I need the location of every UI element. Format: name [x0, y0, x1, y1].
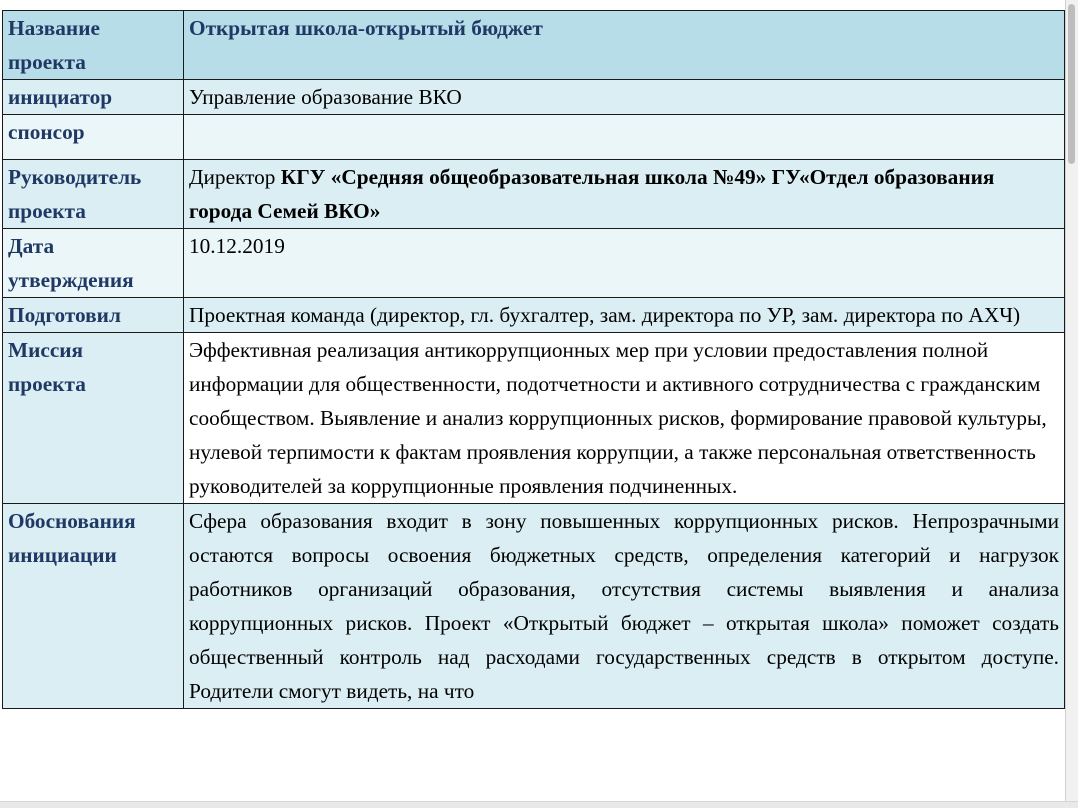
- label-approval-date-line1: Дата: [8, 234, 55, 258]
- value-approval-date: [184, 229, 1065, 298]
- label-manager: [3, 160, 184, 229]
- label-initiator: [3, 80, 184, 115]
- label-approval-date-line2: утверждения: [8, 268, 134, 292]
- table-row-manager: [3, 160, 1065, 229]
- initiator-text: Управление образование ВКО: [189, 85, 462, 109]
- label-justification-line1: Обоснования: [8, 509, 136, 533]
- value-prepared-by: [184, 298, 1065, 333]
- label-mission-line1: Миссия: [8, 338, 84, 362]
- manager-organization: КГУ «Средняя общеобразовательная школа №49» ГУ«Отдел образования города Семей ВКО»: [189, 165, 995, 223]
- label-mission: [3, 333, 184, 504]
- table-row-sponsor: [3, 115, 1065, 160]
- label-prepared-by-text: Подготовил: [8, 303, 121, 327]
- value-mission: [184, 333, 1065, 504]
- label-sponsor-text: спонсор: [8, 120, 85, 144]
- table-row-mission: [3, 333, 1065, 504]
- value-sponsor: [184, 115, 1065, 160]
- label-sponsor: [3, 115, 184, 160]
- value-initiator: [184, 80, 1065, 115]
- label-prepared-by: [3, 298, 184, 333]
- label-manager-line2: проекта: [8, 199, 86, 223]
- table-row-prepared-by: [3, 298, 1065, 333]
- label-initiator-text: инициатор: [8, 85, 113, 109]
- table-row-justification: [3, 504, 1065, 709]
- label-mission-line2: проекта: [8, 372, 86, 396]
- table-row-project-name: [3, 11, 1065, 80]
- table-row-approval-date: [3, 229, 1065, 298]
- scrollbar-thumb[interactable]: [1068, 4, 1075, 164]
- vertical-scrollbar[interactable]: [1065, 0, 1078, 808]
- label-project-name-line2: проекта: [8, 50, 86, 74]
- mission-text: Эффективная реализация антикоррупционных мер при условии предоставления полной информации для общественности, подотчетности и активного сотрудничества с гражданским сообществом. Выявление и анализ коррупционных рисков, формирование правовой культуры, нулевой терпимости к фактам проявления коррупции, а также персональная ответственность руководителей за коррупционные проявления подчиненных.: [189, 338, 1047, 498]
- approval-date-text: 10.12.2019: [189, 234, 285, 258]
- justification-text: Сфера образования входит в зону повышенных коррупционных рисков. Непрозрачными остаются вопросы освоения бюджетных средств, определения категорий и нагрузок работников организаций образования, отсутствия системы выявления и анализа коррупционных рисков. Проект «Открытый бюджет – открытая школа» поможет создать общественный контроль над расходами государственных средств в открытом доступе. Родители смогут видеть, на что: [189, 509, 1059, 703]
- value-manager: [184, 160, 1065, 229]
- label-project-name: [3, 11, 184, 80]
- label-manager-line1: Руководитель: [8, 165, 142, 189]
- value-justification: [184, 504, 1065, 709]
- prepared-by-text: Проектная команда (директор, гл. бухгалтер, зам. директора по УР, зам. директора по АХЧ): [189, 303, 1021, 327]
- bottom-edge-bar: [0, 801, 1078, 808]
- manager-prefix: Директор: [189, 165, 281, 189]
- project-name-text: Открытая школа-открытый бюджет: [189, 16, 543, 40]
- project-passport-table: [2, 10, 1065, 709]
- label-justification-line2: инициации: [8, 543, 117, 567]
- label-project-name-line1: Название: [8, 16, 100, 40]
- label-justification: [3, 504, 184, 709]
- value-project-name: [184, 11, 1065, 80]
- table-row-initiator: [3, 80, 1065, 115]
- label-approval-date: [3, 229, 184, 298]
